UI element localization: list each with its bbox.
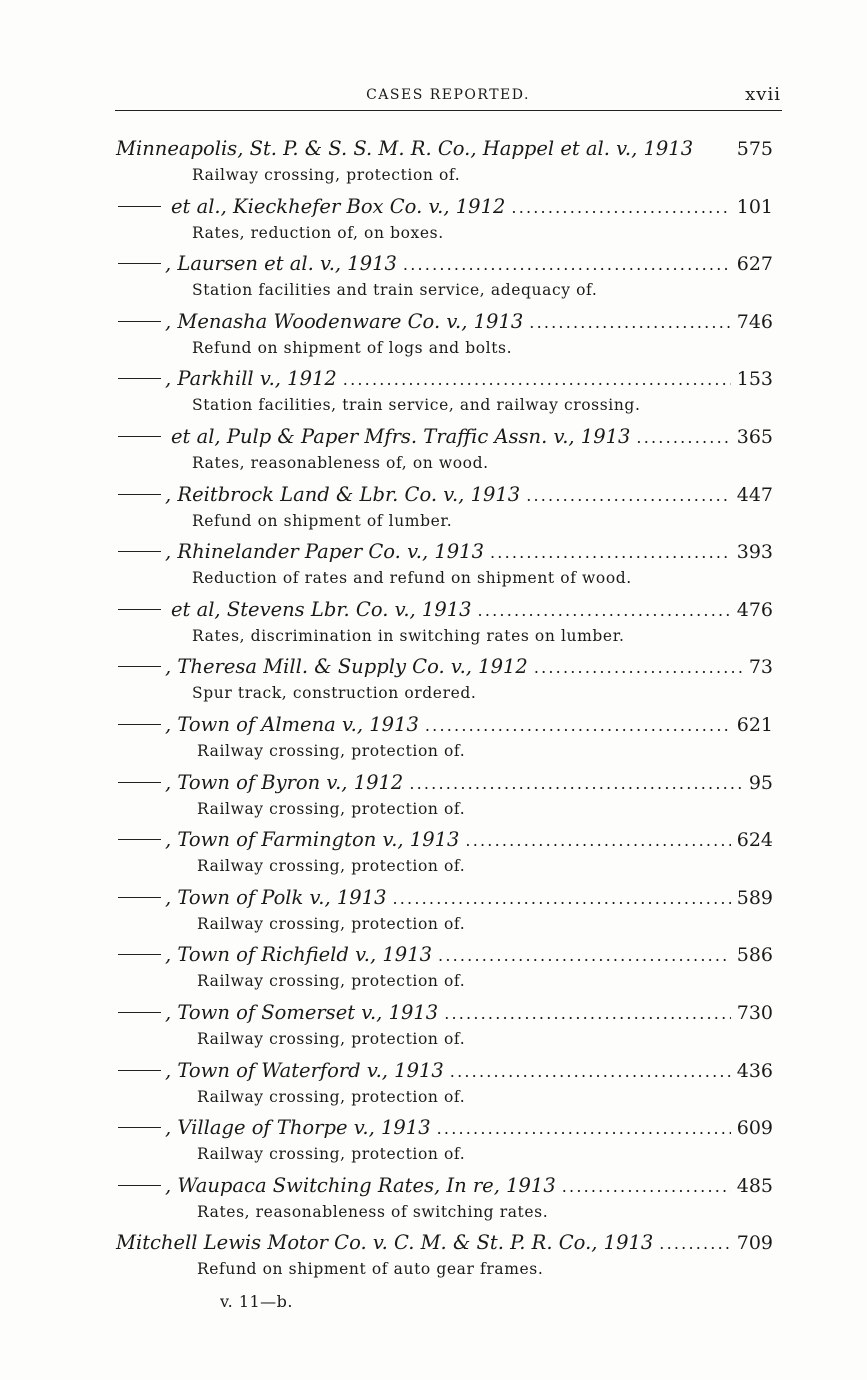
case-subject: Refund on shipment of lumber. [192, 511, 453, 530]
case-line [118, 826, 773, 855]
page-reference: 627 [736, 253, 773, 276]
case-line [118, 538, 773, 567]
ditto-dash [118, 1012, 161, 1013]
page-reference: 153 [736, 368, 773, 391]
case-line [118, 193, 773, 222]
dot-leader [444, 1000, 731, 1028]
case-entry [0, 1172, 867, 1230]
dot-leader [403, 251, 731, 279]
case-subject: Railway crossing, protection of. [197, 1087, 466, 1106]
ditto-dash [118, 206, 161, 207]
case-title: Mitchell Lewis Motor Co. v. C. M. & St. P. R. Co., 1913 [116, 1231, 654, 1255]
case-title: , Town of Richfield v., 1913 [165, 943, 433, 967]
case-entry [0, 999, 867, 1057]
case-entry [0, 1057, 867, 1115]
dot-leader [636, 424, 730, 452]
dot-leader [437, 1115, 731, 1143]
case-subject: Railway crossing, protection of. [197, 1029, 466, 1048]
page-reference: 436 [736, 1059, 773, 1082]
case-title: , Laursen et al. v., 1913 [165, 252, 397, 276]
case-entry [0, 884, 867, 942]
ditto-dash [118, 1070, 161, 1071]
case-entry [0, 250, 867, 308]
page-reference: 746 [736, 310, 773, 333]
case-title: Minneapolis, St. P. & S. S. M. R. Co., Happel et al. v., 1913 [116, 137, 694, 160]
case-title: , Theresa Mill. & Supply Co. v., 1912 [165, 655, 528, 679]
case-title: , Town of Almena v., 1913 [165, 712, 419, 736]
page-reference: 624 [736, 829, 773, 852]
case-title: , Town of Somerset v., 1913 [165, 1000, 439, 1024]
dot-leader [392, 885, 730, 913]
case-entry [0, 538, 867, 596]
case-line [118, 1057, 773, 1086]
case-entry [0, 135, 867, 193]
page-reference: 95 [748, 771, 773, 794]
case-subject: Railway crossing, protection of. [197, 1145, 466, 1164]
case-line [118, 769, 773, 798]
case-line [118, 884, 773, 913]
case-entry [0, 769, 867, 827]
signature-mark: v. 11—b. [220, 1292, 293, 1311]
case-line [118, 999, 773, 1028]
case-line [118, 596, 773, 625]
case-subject: Station facilities and train service, adequacy of. [192, 281, 598, 300]
case-subject: Railway crossing, protection of. [197, 857, 466, 876]
case-subject: Rates, reasonableness of switching rates. [197, 1202, 549, 1221]
page-reference: 575 [736, 138, 773, 160]
page-reference: 447 [736, 483, 773, 506]
running-title: CASES REPORTED. [366, 87, 530, 103]
ditto-dash [118, 897, 161, 898]
ditto-dash [118, 321, 161, 322]
running-head [115, 84, 781, 110]
dot-leader [534, 654, 743, 682]
case-subject: Rates, reduction of, on boxes. [192, 223, 444, 242]
case-entry [0, 596, 867, 654]
dot-leader [562, 1173, 731, 1201]
dot-leader [343, 366, 731, 394]
case-title: , Village of Thorpe v., 1913 [165, 1116, 431, 1140]
case-subject: Station facilities, train service, and railway crossing. [192, 396, 641, 415]
case-title: , Town of Waterford v., 1913 [165, 1058, 444, 1082]
page-reference: 709 [736, 1232, 773, 1255]
case-entry [0, 193, 867, 251]
dot-leader [490, 539, 731, 567]
case-entry [0, 941, 867, 999]
case-title: , Waupaca Switching Rates, In re, 1913 [165, 1173, 556, 1197]
dot-leader [438, 942, 731, 970]
ditto-dash [118, 1127, 161, 1128]
case-title: et al, Pulp & Paper Mfrs. Traffic Assn. v., 1913 [171, 424, 631, 448]
page-reference: 730 [736, 1001, 773, 1024]
case-title: , Town of Farmington v., 1913 [165, 828, 460, 852]
dot-leader [478, 597, 731, 625]
case-title: , Town of Polk v., 1913 [165, 885, 387, 909]
case-entry [0, 308, 867, 366]
case-entry [0, 1229, 867, 1287]
case-list [0, 135, 867, 1287]
page-reference: 365 [736, 425, 773, 448]
case-subject: Railway crossing, protection of. [197, 741, 466, 760]
case-title: , Rhinelander Paper Co. v., 1913 [165, 540, 484, 564]
case-line [118, 250, 773, 279]
case-entry [0, 653, 867, 711]
ditto-dash [118, 839, 161, 840]
case-entry [0, 826, 867, 884]
case-line [118, 1172, 773, 1201]
case-subject: Spur track, construction ordered. [192, 684, 477, 703]
case-line [116, 1229, 773, 1258]
case-subject: Refund on shipment of auto gear frames. [197, 1260, 544, 1279]
ditto-dash [118, 494, 161, 495]
case-entry [0, 711, 867, 769]
dot-leader [511, 194, 730, 222]
dot-leader [526, 482, 731, 510]
case-line [116, 135, 773, 164]
case-line [118, 423, 773, 452]
case-subject: Refund on shipment of logs and bolts. [192, 338, 513, 357]
page-reference: 621 [736, 713, 773, 736]
page-reference: 586 [736, 944, 773, 967]
page-number: xvii [745, 84, 781, 105]
dot-leader [450, 1058, 731, 1086]
ditto-dash [118, 666, 161, 667]
case-line [118, 481, 773, 510]
ditto-dash [118, 436, 161, 437]
ditto-dash [118, 1185, 161, 1186]
case-entry [0, 365, 867, 423]
ditto-dash [118, 551, 161, 552]
case-subject: Railway crossing, protection of. [197, 914, 466, 933]
page-reference: 393 [736, 541, 773, 564]
case-line [118, 308, 773, 337]
case-line [118, 941, 773, 970]
page-reference: 485 [736, 1174, 773, 1197]
dot-leader [529, 309, 730, 337]
case-subject: Rates, reasonableness of, on wood. [192, 453, 489, 472]
ditto-dash [118, 954, 161, 955]
case-entry [0, 423, 867, 481]
case-line [118, 653, 773, 682]
case-line [118, 1114, 773, 1143]
ditto-dash [118, 378, 161, 379]
case-subject: Rates, discrimination in switching rates on lumber. [192, 626, 625, 645]
page-reference: 609 [736, 1117, 773, 1140]
case-subject: Reduction of rates and refund on shipment of wood. [192, 569, 632, 588]
ditto-dash [118, 724, 161, 725]
case-title: et al., Kieckhefer Box Co. v., 1912 [171, 194, 506, 218]
case-subject: Railway crossing, protection of. [197, 972, 466, 991]
case-title: et al, Stevens Lbr. Co. v., 1913 [171, 597, 472, 621]
case-subject: Railway crossing, protection of. [197, 799, 466, 818]
dot-leader [659, 1230, 730, 1258]
case-line [118, 365, 773, 394]
case-subject: Railway crossing, protection of. [192, 166, 461, 184]
ditto-dash [118, 609, 161, 610]
dot-leader [465, 827, 730, 855]
page-reference: 589 [736, 886, 773, 909]
case-entry [0, 481, 867, 539]
case-title: , Parkhill v., 1912 [165, 367, 337, 391]
case-entry [0, 1114, 867, 1172]
header-rule [115, 110, 782, 111]
case-title: , Reitbrock Land & Lbr. Co. v., 1913 [165, 482, 521, 506]
page-reference: 101 [736, 195, 773, 218]
case-title: , Menasha Woodenware Co. v., 1913 [165, 309, 524, 333]
ditto-dash [118, 263, 161, 264]
dot-leader [409, 770, 742, 798]
dot-leader [425, 712, 731, 740]
ditto-dash [118, 782, 161, 783]
case-line [118, 711, 773, 740]
page-reference: 476 [736, 598, 773, 621]
page-reference: 73 [748, 656, 773, 679]
case-title: , Town of Byron v., 1912 [165, 770, 404, 794]
